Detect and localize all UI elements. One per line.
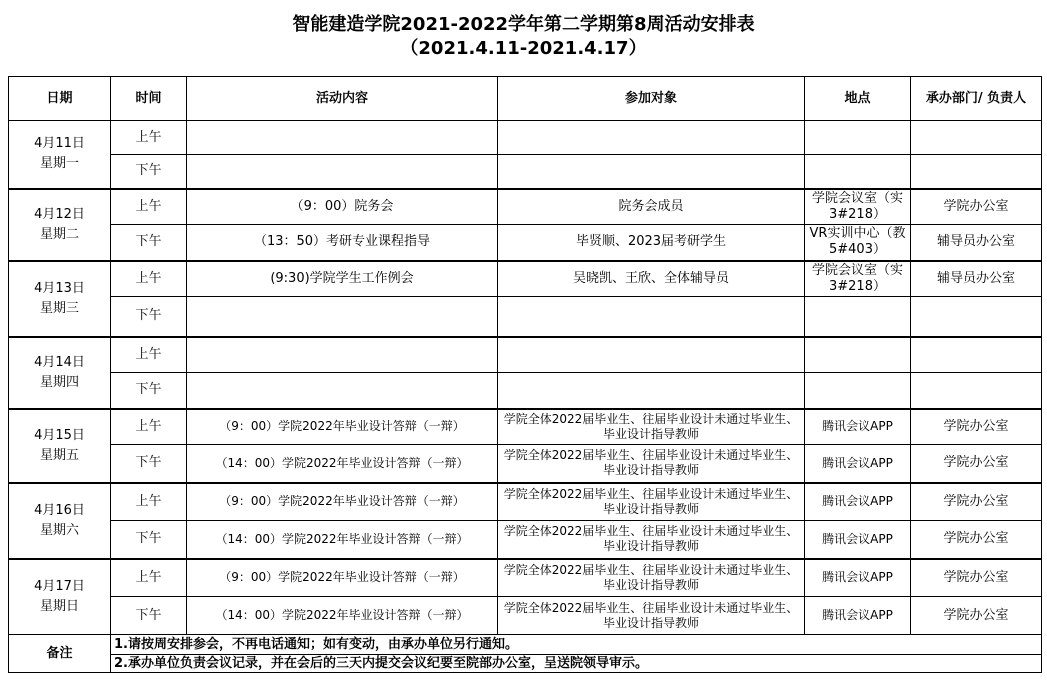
table-row: [9, 337, 1042, 373]
organizer-cell: 学院办公室: [911, 597, 1042, 635]
table-row: [9, 189, 1042, 225]
location-cell: 腾讯会议APP: [805, 597, 911, 635]
time-cell: 下午: [111, 297, 187, 337]
date-text: 4月17日: [34, 578, 85, 594]
participants-cell: 毕贤顺、2023届考研学生: [498, 225, 805, 261]
weekday-text: 星期六: [39, 522, 79, 538]
weekday-text: 星期一: [39, 156, 79, 172]
location-cell: 腾讯会议APP: [805, 409, 911, 445]
participants-cell: [498, 373, 805, 409]
weekday-text: 星期二: [39, 226, 79, 242]
organizer-cell: 学院办公室: [911, 445, 1042, 483]
participants-cell: 学院全体2022届毕业生、往届毕业设计未通过毕业生、毕业设计指导教师: [498, 483, 805, 521]
table-row: [9, 121, 1042, 155]
time-cell: 上午: [111, 189, 187, 225]
participants-cell: [498, 155, 805, 189]
location-cell: 腾讯会议APP: [805, 483, 911, 521]
content-cell: [187, 373, 498, 409]
organizer-cell: 学院办公室: [911, 189, 1042, 225]
date-cell: [9, 559, 111, 635]
location-cell: [805, 297, 911, 337]
participants-cell: 学院全体2022届毕业生、往届毕业设计未通过毕业生、毕业设计指导教师: [498, 521, 805, 559]
content-cell: （14：00）学院2022年毕业设计答辩（一辩）: [187, 521, 498, 559]
weekday-text: 星期五: [39, 447, 79, 463]
table-row: [9, 559, 1042, 597]
table-row: [9, 445, 1042, 483]
header-time: 时间: [111, 77, 187, 121]
content-cell: (9:30)学院学生工作例会: [187, 261, 498, 297]
header-row: [9, 77, 1042, 121]
note-line-1: 1.请按周安排参会，不再电话通知；如有变动，由承办单位另行通知。: [111, 635, 1042, 655]
content-cell: （14：00）学院2022年毕业设计答辩（一辩）: [187, 445, 498, 483]
time-cell: 下午: [111, 155, 187, 189]
date-cell: [9, 337, 111, 409]
participants-cell: 学院全体2022届毕业生、往届毕业设计未通过毕业生、毕业设计指导教师: [498, 445, 805, 483]
location-cell: [805, 373, 911, 409]
location-cell: VR实训中心（教5#403）: [805, 225, 911, 261]
table-row: [9, 521, 1042, 559]
weekday-text: 星期四: [39, 374, 79, 390]
content-cell: [187, 297, 498, 337]
content-cell: （9：00）学院2022年毕业设计答辩（一辩）: [187, 559, 498, 597]
time-cell: 下午: [111, 225, 187, 261]
weekday-text: 星期三: [39, 300, 79, 316]
date-cell: [9, 189, 111, 261]
note-row: [9, 635, 1042, 655]
time-cell: 下午: [111, 373, 187, 409]
time-cell: 上午: [111, 559, 187, 597]
table-row: [9, 261, 1042, 297]
header-date: 日期: [9, 77, 111, 121]
table-row: [9, 155, 1042, 189]
note-row: [9, 655, 1042, 673]
organizer-cell: [911, 337, 1042, 373]
time-cell: 下午: [111, 597, 187, 635]
header-participants: 参加对象: [498, 77, 805, 121]
date-text: 4月12日: [34, 206, 85, 222]
content-cell: [187, 155, 498, 189]
note-label: 备注: [9, 635, 111, 673]
date-text: 4月13日: [34, 280, 85, 296]
content-cell: （14：00）学院2022年毕业设计答辩（一辩）: [187, 597, 498, 635]
time-cell: 上午: [111, 337, 187, 373]
content-cell: （9：00）学院2022年毕业设计答辩（一辩）: [187, 483, 498, 521]
weekday-text: 星期日: [39, 598, 79, 614]
time-cell: 上午: [111, 121, 187, 155]
organizer-cell: [911, 155, 1042, 189]
organizer-cell: [911, 297, 1042, 337]
participants-cell: 学院全体2022届毕业生、往届毕业设计未通过毕业生、毕业设计指导教师: [498, 559, 805, 597]
participants-cell: 学院全体2022届毕业生、往届毕业设计未通过毕业生、毕业设计指导教师: [498, 597, 805, 635]
location-cell: 学院会议室（实3#218）: [805, 261, 911, 297]
date-cell: [9, 261, 111, 337]
page-title: 智能建造学院2021-2022学年第二学期第8周活动安排表: [292, 14, 755, 35]
participants-cell: 学院全体2022届毕业生、往届毕业设计未通过毕业生、毕业设计指导教师: [498, 409, 805, 445]
time-cell: 下午: [111, 521, 187, 559]
location-cell: [805, 121, 911, 155]
content-cell: [187, 337, 498, 373]
time-cell: 上午: [111, 409, 187, 445]
header-organizer: 承办部门/ 负责人: [911, 77, 1042, 121]
location-cell: 腾讯会议APP: [805, 445, 911, 483]
time-cell: 上午: [111, 483, 187, 521]
organizer-cell: 学院办公室: [911, 521, 1042, 559]
location-cell: [805, 337, 911, 373]
location-cell: 腾讯会议APP: [805, 559, 911, 597]
organizer-cell: 辅导员办公室: [911, 261, 1042, 297]
table-row: [9, 409, 1042, 445]
participants-cell: [498, 337, 805, 373]
content-cell: （13：50）考研专业课程指导: [187, 225, 498, 261]
organizer-cell: 学院办公室: [911, 559, 1042, 597]
participants-cell: [498, 297, 805, 337]
organizer-cell: 学院办公室: [911, 483, 1042, 521]
date-cell: [9, 483, 111, 559]
participants-cell: 院务会成员: [498, 189, 805, 225]
time-cell: 下午: [111, 445, 187, 483]
organizer-cell: 辅导员办公室: [911, 225, 1042, 261]
schedule-table: [8, 76, 1042, 673]
date-cell: [9, 121, 111, 189]
table-row: [9, 297, 1042, 337]
location-cell: 学院会议室（实3#218）: [805, 189, 911, 225]
time-cell: 上午: [111, 261, 187, 297]
location-cell: [805, 155, 911, 189]
table-row: [9, 225, 1042, 261]
participants-cell: [498, 121, 805, 155]
table-row: [9, 483, 1042, 521]
content-cell: [187, 121, 498, 155]
organizer-cell: 学院办公室: [911, 409, 1042, 445]
participants-cell: 吴晓凯、王欣、全体辅导员: [498, 261, 805, 297]
organizer-cell: [911, 121, 1042, 155]
table-row: [9, 373, 1042, 409]
organizer-cell: [911, 373, 1042, 409]
note-line-2: 2.承办单位负责会议记录，并在会后的三天内提交会议纪要至院部办公室，呈送院领导审示。: [111, 655, 1042, 673]
date-text: 4月15日: [34, 427, 85, 443]
header-content: 活动内容: [187, 77, 498, 121]
date-text: 4月16日: [34, 502, 85, 518]
location-cell: 腾讯会议APP: [805, 521, 911, 559]
date-text: 4月14日: [34, 354, 85, 370]
content-cell: （9：00）院务会: [187, 189, 498, 225]
header-location: 地点: [805, 77, 911, 121]
content-cell: （9：00）学院2022年毕业设计答辩（一辩）: [187, 409, 498, 445]
date-text: 4月11日: [34, 136, 85, 152]
date-cell: [9, 409, 111, 483]
page-subtitle: （2021.4.11-2021.4.17）: [400, 38, 647, 59]
table-row: [9, 597, 1042, 635]
